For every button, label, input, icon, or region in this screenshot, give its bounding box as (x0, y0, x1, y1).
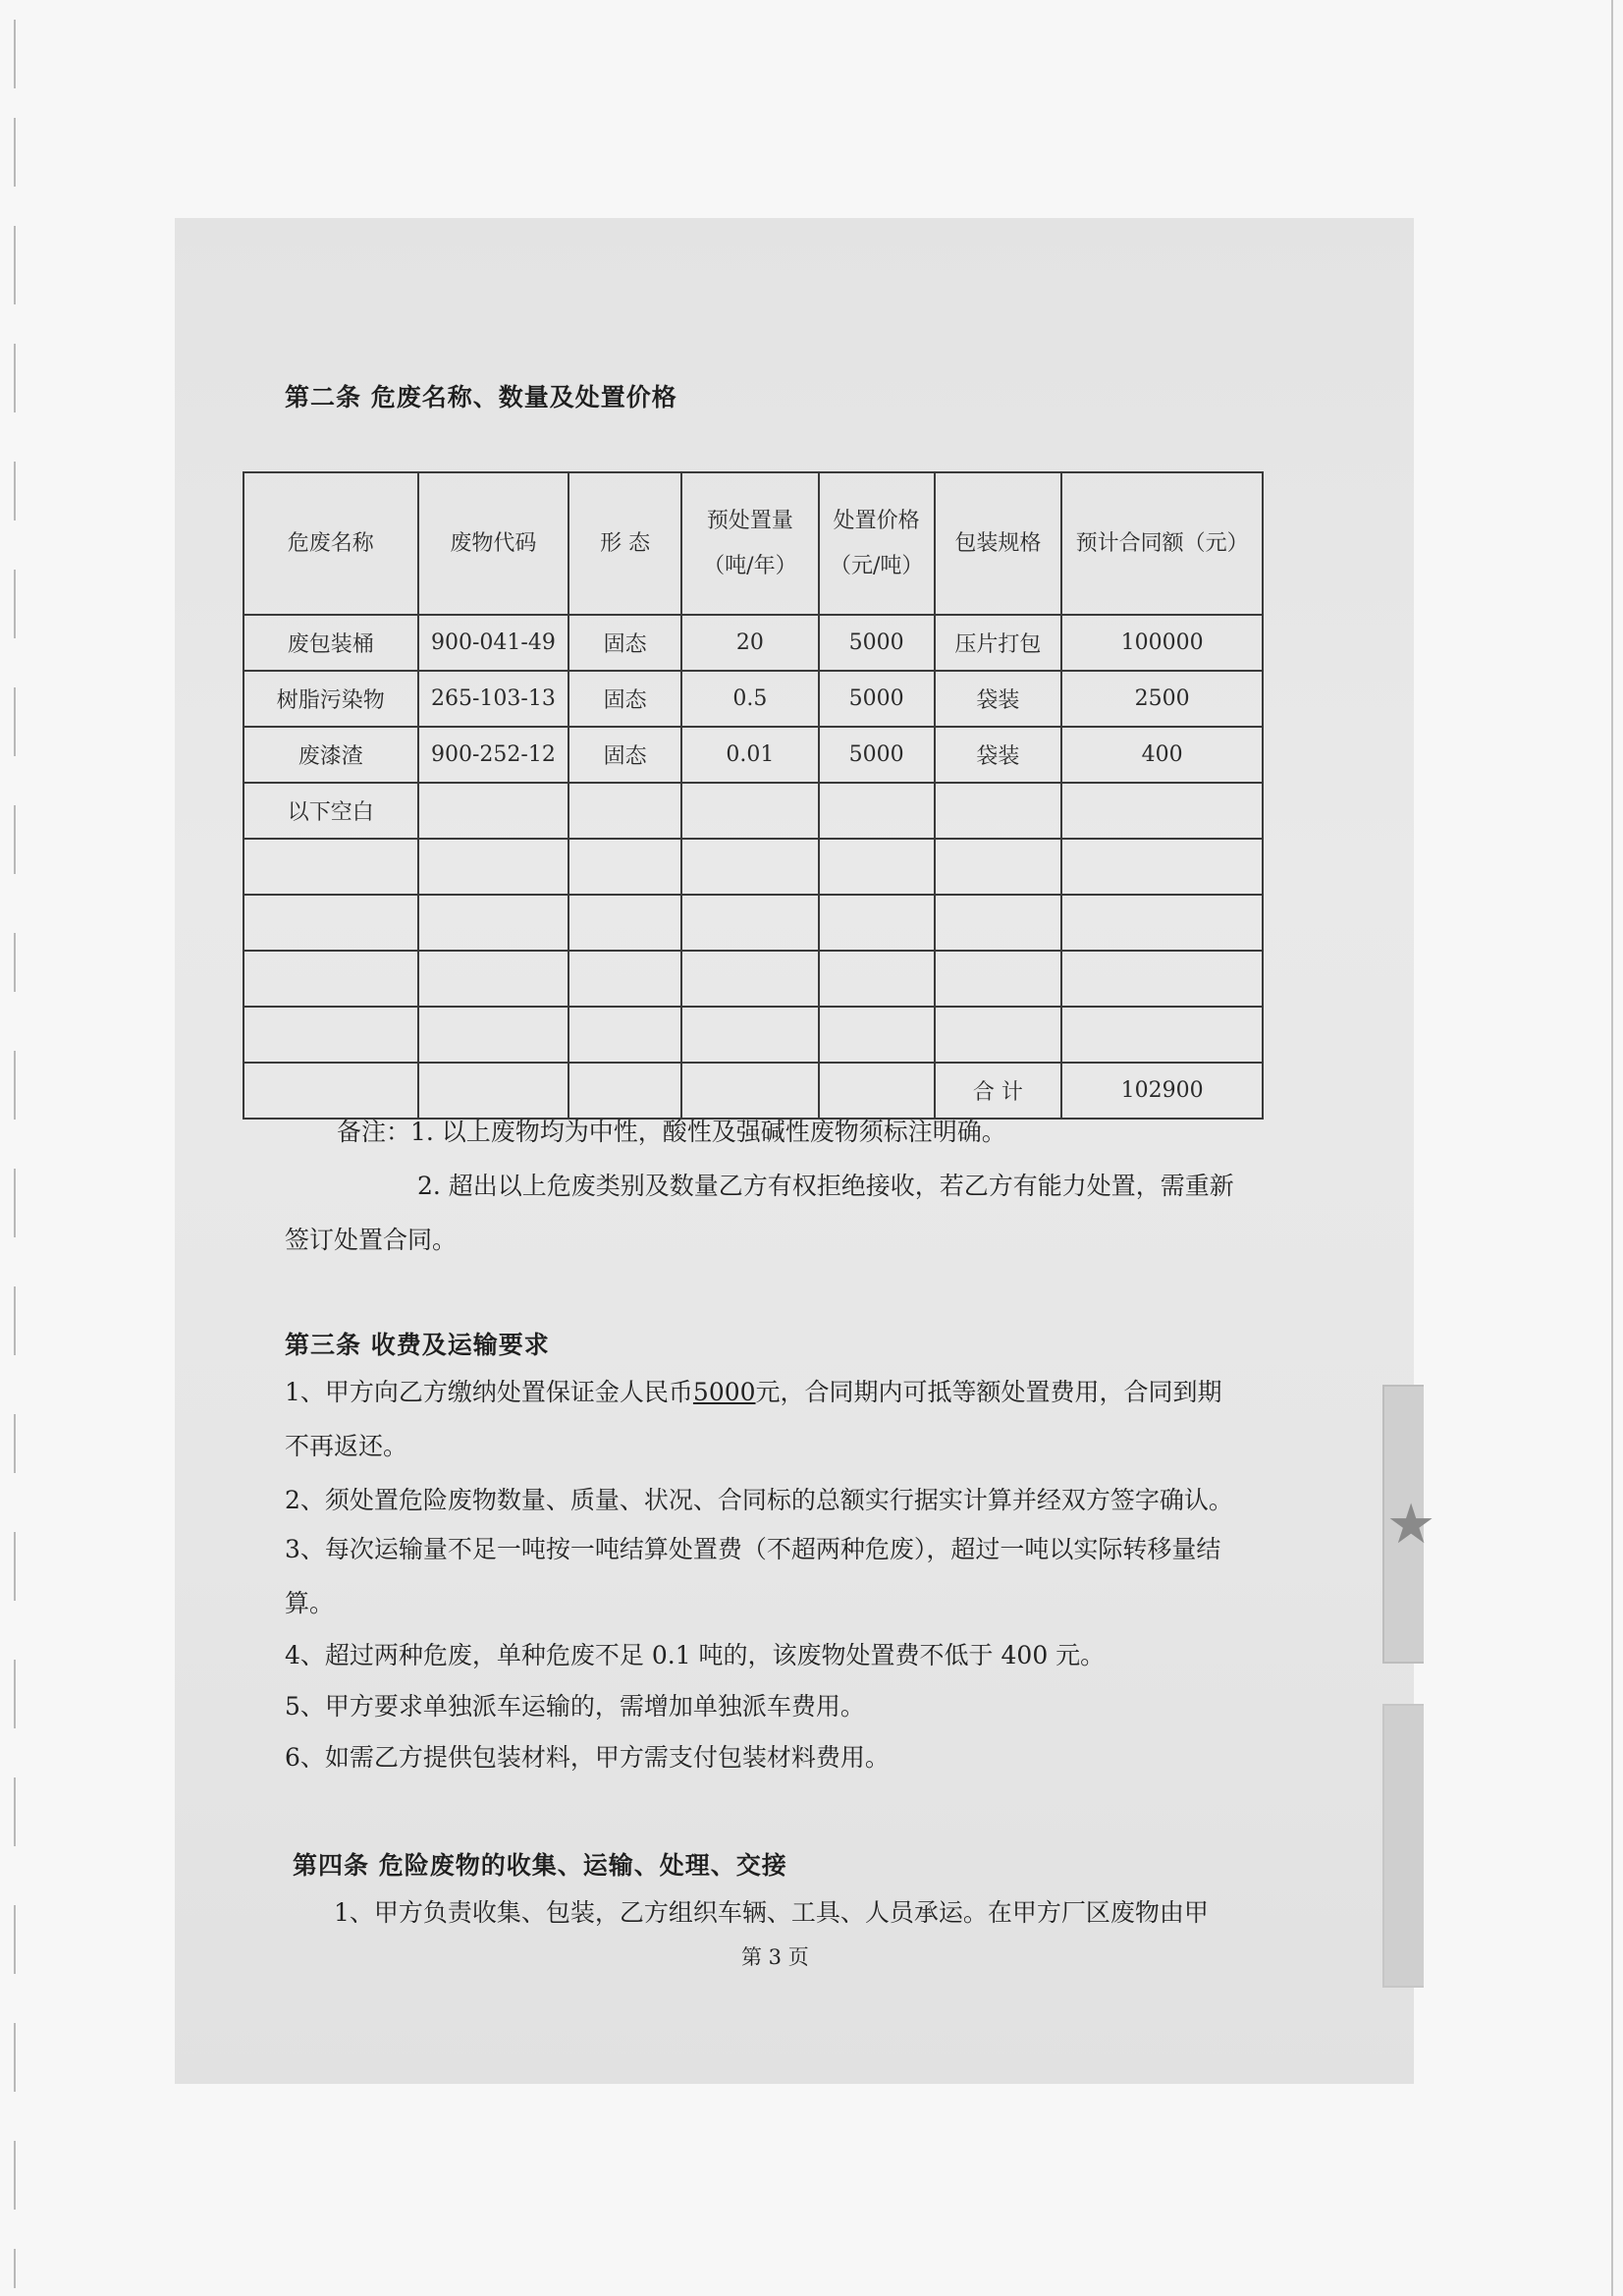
article-3-item-1 (285, 1375, 1222, 1410)
table-total-row (243, 1063, 1263, 1119)
cell-empty (243, 839, 418, 895)
table-row (243, 727, 1263, 783)
table-row (243, 783, 1263, 839)
table-row (243, 895, 1263, 951)
table-row (243, 671, 1263, 727)
cell-empty (819, 951, 935, 1007)
binder-edge-mark (14, 1532, 16, 1601)
cell-empty (418, 1007, 569, 1063)
cell-packaging: 袋装 (935, 671, 1062, 727)
total-label: 合 计 (935, 1063, 1062, 1119)
cell-empty (243, 1063, 418, 1119)
article-2-title: 第二条 危废名称、数量及处置价格 (285, 383, 677, 411)
cell-quantity: 20 (681, 615, 819, 671)
binder-edge-mark (14, 687, 16, 756)
cell-quantity: 0.5 (681, 671, 819, 727)
cell-waste-code: 900-252-12 (418, 727, 569, 783)
binder-edge-mark (14, 2249, 16, 2288)
article-3-item-5: 5、甲方要求单独派车运输的，需增加单独派车费用。 (285, 1692, 865, 1721)
binder-edge-mark (14, 344, 16, 412)
cell-price: 5000 (819, 615, 935, 671)
header-packaging: 包装规格 (935, 472, 1062, 615)
header-waste-code: 废物代码 (418, 472, 569, 615)
cell-empty (418, 783, 569, 839)
note-2-continued: 签订处置合同。 (285, 1226, 458, 1254)
cell-amount: 400 (1061, 727, 1263, 783)
cell-amount: 2500 (1061, 671, 1263, 727)
cell-empty (1061, 839, 1263, 895)
table-row (243, 839, 1263, 895)
table-header-row (243, 472, 1263, 615)
cell-empty (418, 895, 569, 951)
table-row (243, 951, 1263, 1007)
cell-empty (243, 951, 418, 1007)
cell-empty (418, 951, 569, 1007)
binder-edge-mark (14, 226, 16, 304)
table-row (243, 615, 1263, 671)
cell-empty (1061, 783, 1263, 839)
cell-waste-name: 树脂污染物 (243, 671, 418, 727)
cell-empty (568, 839, 681, 895)
cell-form: 固态 (568, 727, 681, 783)
article-3-item-2: 2、须处置危险废物数量、质量、状况、合同标的总额实行据实计算并经双方签字确认。 (285, 1486, 1233, 1514)
cell-empty (819, 1063, 935, 1119)
cell-empty (681, 1007, 819, 1063)
cell-empty (935, 839, 1062, 895)
binder-edge-mark (14, 118, 16, 187)
cell-empty (1061, 951, 1263, 1007)
header-price: 处置价格 （元/吨） (819, 472, 935, 615)
binder-edge-mark (14, 1414, 16, 1473)
cell-empty (568, 895, 681, 951)
cell-empty (681, 783, 819, 839)
cell-empty (681, 895, 819, 951)
article-3-item-1-continued: 不再返还。 (285, 1432, 408, 1460)
cell-empty (681, 951, 819, 1007)
table-row (243, 1007, 1263, 1063)
binder-edge-mark (14, 933, 16, 992)
cell-empty (935, 895, 1062, 951)
binder-edge-mark (14, 2023, 16, 2092)
cell-quantity: 0.01 (681, 727, 819, 783)
binder-edge-mark (14, 1051, 16, 1120)
article-3-item-4: 4、超过两种危废，单种危废不足 0.1 吨的，该废物处置费不低于 400 元。 (285, 1641, 1106, 1669)
seal-stamp-fragment (1382, 1704, 1424, 1988)
item-1-text-tail: 元，合同期内可抵等额处置费用，合同到期 (755, 1378, 1222, 1406)
binder-edge-mark (14, 1905, 16, 1974)
cell-price: 5000 (819, 671, 935, 727)
cell-amount: 100000 (1061, 615, 1263, 671)
cell-empty (1061, 1007, 1263, 1063)
page-number: 第 3 页 (741, 1945, 809, 1969)
cell-empty (819, 895, 935, 951)
binder-edge-mark (14, 805, 16, 874)
binder-edge-mark (14, 1169, 16, 1237)
header-waste-name: 危废名称 (243, 472, 418, 615)
binder-edge-mark (14, 20, 16, 88)
cell-empty (819, 783, 935, 839)
cell-empty (418, 839, 569, 895)
cell-price: 5000 (819, 727, 935, 783)
header-form: 形 态 (568, 472, 681, 615)
deposit-amount: 5000 (692, 1378, 756, 1406)
header-quantity: 预处置量 （吨/年） (681, 472, 819, 615)
cell-waste-name: 废漆渣 (243, 727, 418, 783)
star-stamp-icon: ★ (1386, 1493, 1436, 1557)
total-value: 102900 (1061, 1063, 1263, 1119)
binder-edge-mark (14, 1660, 16, 1728)
article-3-item-3: 3、每次运输量不足一吨按一吨结算处置费（不超两种危废），超过一吨以实际转移量结 (285, 1535, 1221, 1563)
cell-empty (819, 839, 935, 895)
waste-table (243, 471, 1264, 1120)
cell-empty (935, 951, 1062, 1007)
header-contract-amount: 预计合同额（元） (1061, 472, 1263, 615)
cell-waste-name: 废包装桶 (243, 615, 418, 671)
cell-empty (681, 1063, 819, 1119)
binder-edge-mark (14, 462, 16, 520)
cell-form: 固态 (568, 671, 681, 727)
cell-empty (1061, 895, 1263, 951)
binder-edge-mark (14, 570, 16, 638)
article-4-item-1: 1、甲方负责收集、包装，乙方组织车辆、工具、人员承运。在甲方厂区废物由甲 (334, 1898, 1209, 1927)
note-1: 备注：1. 以上废物均为中性，酸性及强碱性废物须标注明确。 (337, 1118, 1006, 1146)
cell-empty (568, 951, 681, 1007)
cell-form: 固态 (568, 615, 681, 671)
article-4-title: 第四条 危险废物的收集、运输、处理、交接 (293, 1851, 787, 1880)
cell-empty (243, 1007, 418, 1063)
cell-empty (935, 1007, 1062, 1063)
cell-empty (243, 895, 418, 951)
cell-waste-code: 265-103-13 (418, 671, 569, 727)
cell-empty (935, 783, 1062, 839)
binder-edge-mark (14, 2141, 16, 2210)
item-1-text: 1、甲方向乙方缴纳处置保证金人民币 (285, 1378, 693, 1406)
cell-waste-code: 900-041-49 (418, 615, 569, 671)
article-3-title: 第三条 收费及运输要求 (285, 1331, 550, 1359)
article-3-item-6: 6、如需乙方提供包装材料，甲方需支付包装材料费用。 (285, 1743, 890, 1772)
cell-blank-marker: 以下空白 (243, 783, 418, 839)
cell-empty (568, 1063, 681, 1119)
binder-edge-mark (14, 1777, 16, 1846)
cell-packaging: 袋装 (935, 727, 1062, 783)
cell-empty (568, 1007, 681, 1063)
cell-empty (418, 1063, 569, 1119)
cell-empty (819, 1007, 935, 1063)
note-2: 2. 超出以上危废类别及数量乙方有权拒绝接收，若乙方有能力处置，需重新 (417, 1172, 1234, 1200)
cell-packaging: 压片打包 (935, 615, 1062, 671)
cell-empty (681, 839, 819, 895)
article-3-item-3-continued: 算。 (285, 1589, 335, 1617)
binder-edge-mark (14, 1286, 16, 1355)
cell-empty (568, 783, 681, 839)
right-page-edge (1611, 0, 1613, 2296)
